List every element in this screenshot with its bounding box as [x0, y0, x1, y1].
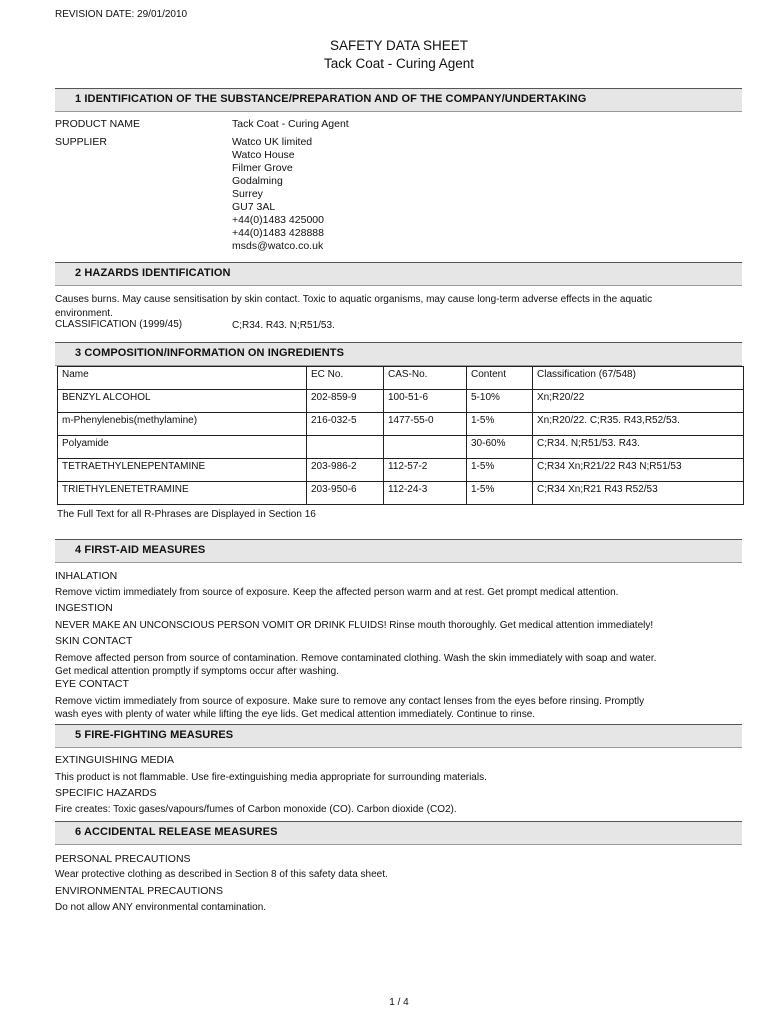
skin-contact-text-1: Remove affected person from source of contamination. Remove contaminated clothing. Wash the skin immediately with soap and water.	[55, 653, 657, 664]
cell-content: 1-5%	[467, 459, 533, 482]
supplier-line: Filmer Grove	[232, 162, 293, 174]
document-title: SAFETY DATA SHEET	[329, 38, 469, 53]
cell-ec: 203-986-2	[307, 459, 384, 482]
supplier-line: Godalming	[232, 175, 283, 187]
eye-contact-text-1: Remove victim immediately from source of exposure. Make sure to remove any contact lenses from the eyes before rinsing. Promptly	[55, 696, 645, 707]
cell-classification: Xn;R20/22. C;R35. R43,R52/53.	[533, 413, 744, 436]
cell-cas: 112-24-3	[384, 482, 467, 505]
cell-ec	[307, 436, 384, 459]
cell-name: m-Phenylenebis(methylamine)	[58, 413, 307, 436]
composition-table	[57, 366, 744, 505]
supplier-line: Watco UK limited	[232, 136, 313, 148]
supplier-email: msds@watco.co.uk	[232, 240, 324, 252]
section-4-title: 4 FIRST-AID MEASURES	[75, 544, 206, 556]
cell-cas: 112-57-2	[384, 459, 467, 482]
section-6-header	[55, 821, 742, 845]
column-header-ec: EC No.	[307, 367, 384, 390]
section-2-title: 2 HAZARDS IDENTIFICATION	[75, 267, 231, 279]
hazards-text: Causes burns. May cause sensitisation by skin contact. Toxic to aquatic organisms, may cause long-term adverse effects in the aquatic environment.	[55, 294, 653, 319]
cell-classification: C;R34 Xn;R21 R43 R52/53	[533, 482, 744, 505]
cell-name: BENZYL ALCOHOL	[58, 390, 307, 413]
skin-contact-heading: SKIN CONTACT	[55, 635, 133, 647]
cell-content: 1-5%	[467, 413, 533, 436]
column-header-cas: CAS-No.	[384, 367, 467, 390]
supplier-line: GU7 3AL	[232, 201, 276, 213]
document-subtitle: Tack Coat - Curing Agent	[323, 56, 475, 71]
table-row	[58, 436, 744, 459]
section-2-header	[55, 262, 742, 286]
page-number: 1 / 4	[389, 997, 409, 1008]
cell-cas: 100-51-6	[384, 390, 467, 413]
ingestion-text: NEVER MAKE AN UNCONSCIOUS PERSON VOMIT OR DRINK FLUIDS! Rinse mouth thoroughly. Get medical attention immediately!	[55, 620, 654, 631]
cell-name: TRIETHYLENETETRAMINE	[58, 482, 307, 505]
revision-date: REVISION DATE: 29/01/2010	[55, 9, 188, 20]
cell-classification: C;R34 Xn;R21/22 R43 N;R51/53	[533, 459, 744, 482]
eye-contact-text-2: wash eyes with plenty of water while lifting the eye lids. Get medical attention immediately. Continue to rinse.	[55, 709, 536, 720]
specific-hazards-heading: SPECIFIC HAZARDS	[55, 787, 157, 799]
section-1-header	[55, 88, 742, 112]
specific-hazards-text: Fire creates: Toxic gases/vapours/fumes of Carbon monoxide (CO). Carbon dioxide (CO2).	[55, 804, 457, 815]
section-3-title: 3 COMPOSITION/INFORMATION ON INGREDIENTS	[75, 347, 345, 359]
cell-content: 5-10%	[467, 390, 533, 413]
cell-content: 1-5%	[467, 482, 533, 505]
table-row	[58, 482, 744, 505]
cell-ec: 216-032-5	[307, 413, 384, 436]
classification-value: C;R34. R43. N;R51/53.	[232, 320, 335, 331]
extinguishing-media-heading: EXTINGUISHING MEDIA	[55, 754, 175, 766]
skin-contact-text-2: Get medical attention promptly if symptoms occur after washing.	[55, 666, 340, 677]
cell-name: TETRAETHYLENEPENTAMINE	[58, 459, 307, 482]
table-header-row	[58, 367, 744, 390]
product-name-label: PRODUCT NAME	[55, 118, 140, 130]
cell-classification: Xn;R20/22	[533, 390, 744, 413]
cell-cas	[384, 436, 467, 459]
cell-ec: 202-859-9	[307, 390, 384, 413]
inhalation-text: Remove victim immediately from source of exposure. Keep the affected person warm and at rest. Get prompt medical attention.	[55, 587, 619, 598]
supplier-line: +44(0)1483 425000	[232, 214, 324, 226]
supplier-line: +44(0)1483 428888	[232, 227, 324, 239]
cell-content: 30-60%	[467, 436, 533, 459]
column-header-classification: Classification (67/548)	[533, 367, 744, 390]
personal-precautions-heading: PERSONAL PRECAUTIONS	[55, 853, 191, 865]
section-3-header	[55, 342, 742, 366]
cell-cas: 1477-55-0	[384, 413, 467, 436]
personal-precautions-text: Wear protective clothing as described in Section 8 of this safety data sheet.	[55, 869, 388, 880]
supplier-address	[232, 136, 324, 253]
column-header-content: Content	[467, 367, 533, 390]
column-header-name: Name	[58, 367, 307, 390]
ingestion-heading: INGESTION	[55, 602, 113, 614]
section-4-header	[55, 539, 742, 563]
section-6-title: 6 ACCIDENTAL RELEASE MEASURES	[75, 826, 278, 838]
inhalation-heading: INHALATION	[55, 570, 118, 582]
section-5-title: 5 FIRE-FIGHTING MEASURES	[75, 729, 234, 741]
supplier-line: Surrey	[232, 188, 263, 200]
extinguishing-media-text: This product is not flammable. Use fire-extinguishing media appropriate for surrounding materials.	[55, 772, 487, 783]
cell-ec: 203-950-6	[307, 482, 384, 505]
table-row	[58, 390, 744, 413]
classification-label: CLASSIFICATION (1999/45)	[55, 319, 183, 330]
environmental-precautions-text: Do not allow ANY environmental contamination.	[55, 902, 267, 913]
r-phrases-footnote: The Full Text for all R-Phrases are Displayed in Section 16	[57, 509, 316, 520]
section-5-header	[55, 724, 742, 748]
product-name-value: Tack Coat - Curing Agent	[232, 118, 349, 130]
section-1-title: 1 IDENTIFICATION OF THE SUBSTANCE/PREPARATION AND OF THE COMPANY/UNDERTAKING	[75, 93, 587, 105]
environmental-precautions-heading: ENVIRONMENTAL PRECAUTIONS	[55, 885, 224, 897]
cell-name: Polyamide	[58, 436, 307, 459]
cell-classification: C;R34. N;R51/53. R43.	[533, 436, 744, 459]
supplier-line: Watco House	[232, 149, 295, 161]
supplier-label: SUPPLIER	[55, 136, 107, 148]
table-row	[58, 459, 744, 482]
eye-contact-heading: EYE CONTACT	[55, 678, 129, 690]
table-row	[58, 413, 744, 436]
